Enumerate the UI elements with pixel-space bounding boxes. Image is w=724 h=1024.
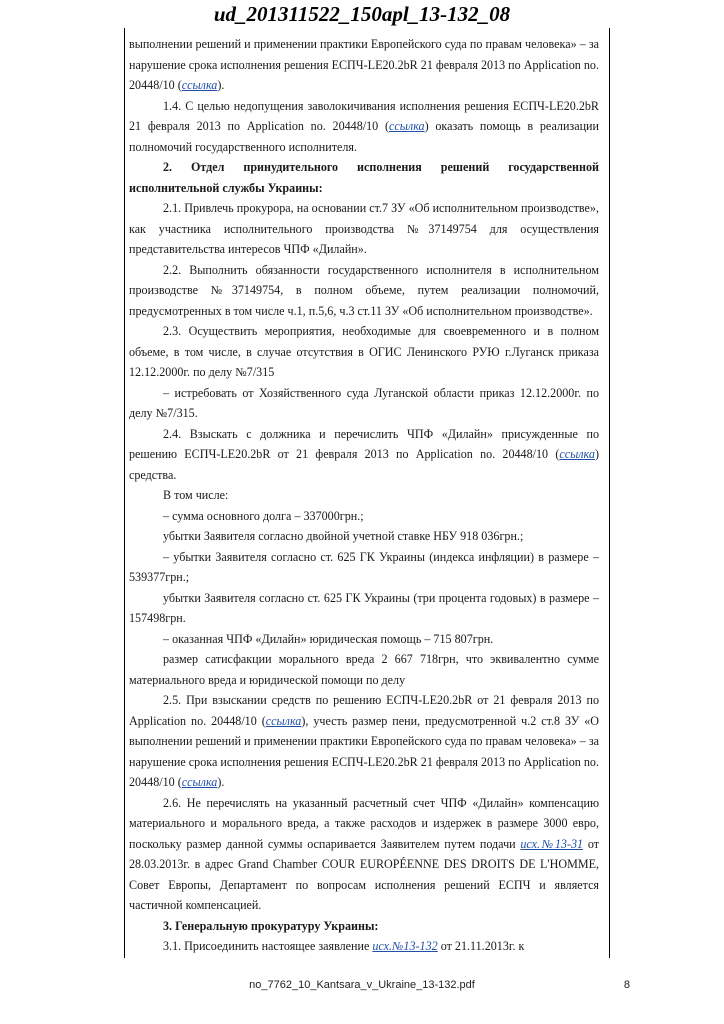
paragraph — [129, 547, 599, 588]
paragraph — [129, 424, 599, 486]
paragraph-text: 2. Отдел принудительного исполнения решений государственной исполнительной службы Украины: — [129, 160, 599, 195]
reference-link[interactable]: ссылка — [389, 119, 425, 133]
paragraph — [129, 506, 599, 527]
paragraph-text: ) средства. — [129, 447, 599, 482]
paragraph-text: 2.5. При взыскании средств по решению ЕСПЧ-LE20.2bR от 21 февраля 2013 по Application no. 20448/10 ( — [129, 693, 599, 728]
paragraph-text: 2.3. Осуществить мероприятия, необходимые для своевременного и в полном объеме, в том числе, в случае отсутствия в ОГИС Ленинского РУЮ г.Луганск приказа 12.12.2000г. по делу №7/315 — [129, 324, 599, 379]
reference-link[interactable]: ссылка — [181, 78, 218, 92]
paragraph — [129, 588, 599, 629]
paragraph — [129, 649, 599, 690]
paragraph — [129, 936, 599, 957]
paragraph — [129, 157, 599, 198]
paragraph — [129, 793, 599, 916]
paragraph-text: ). — [217, 775, 225, 789]
paragraph-text: от 28.03.2013г. в адрес Grand Chamber COUR EUROPÉENNE DES DROITS DE L'HOMME, Совет Европы, Департамент по вопросам исполнения решений ЕСПЧ и является частичной компенсацией. — [129, 836, 599, 912]
paragraph-text: 1.4. С целью недопущения заволокичивания исполнения решения ЕСПЧ-LE20.2bR 21 февраля 2013 по Application no. 20448/10 ( — [129, 98, 599, 133]
reference-link[interactable]: исх.№13-132 — [372, 939, 438, 953]
paragraph — [129, 916, 599, 937]
paragraph-text: 2.2. Выполнить обязанности государственного исполнителя в исполнительном производстве №37149754, в полном объеме, путем реализации полномочий, предусмотренных в том числе ч.1, п.5,6, ч.3 ст.11 ЗУ «Об исполнительном производстве». — [129, 262, 599, 318]
paragraph-text: – убытки Заявителя согласно ст. 625 ГК Украины (индекса инфляции) в размере – 539377грн.; — [129, 549, 599, 584]
reference-link[interactable]: ссылка — [559, 447, 595, 461]
reference-link[interactable]: ссылка — [265, 713, 302, 728]
paragraph-text: – оказанная ЧПФ «Дилайн» юридическая помощь – 715 807грн. — [163, 631, 494, 646]
paragraph-text: выполнении решений и применении практики Европейского суда по правам человека» – за нарушение срока исполнения решения ЕСПЧ-LE20.2bR 21 февраля 2013 по Application no. 20448/10 ( — [129, 37, 599, 92]
reference-link[interactable]: ссылка — [181, 775, 218, 789]
paragraph-text: 3.1. Присоединить настоящее заявление — [163, 939, 373, 953]
paragraph — [129, 485, 599, 506]
paragraph-text: убытки Заявителя согласно двойной учетной ставке НБУ 918 036грн.; — [163, 529, 524, 543]
reference-link[interactable]: исх.№13-31 — [520, 836, 584, 851]
paragraph-text: В том числе: — [163, 488, 229, 502]
paragraph-text: от 21.11.2013г. к — [437, 939, 525, 953]
document-body — [129, 34, 599, 957]
document-header: ud_201311522_150apl_13-132_08 — [213, 2, 511, 26]
paragraph — [129, 96, 599, 158]
footer-filename: no_7762_10_Kantsara_v_Ukraine_13-132.pdf — [249, 979, 475, 991]
paragraph-text: 2.6. Не перечислять на указанный расчетный счет ЧПФ «Дилайн» компенсацию материального и морального вреда, а также расходов и издержек в размере 3000 евро, поскольку размер данной суммы оспаривается Заявителем путем подачи — [129, 795, 599, 851]
paragraph — [129, 383, 599, 424]
paragraph — [129, 526, 599, 547]
paragraph-text: ), учесть размер пени, предусмотренной ч.2 ст.8 ЗУ «О выполнении решений и применении практики Европейского суда по правам человека» – за нарушение срока исполнения решения ЕСПЧ-LE20.2bR 21 февраля 2013 по Application no. 20448/10 ( — [129, 713, 599, 789]
paragraph — [129, 321, 599, 383]
paragraph-text: 3. Генеральную прокуратуру Украины: — [163, 918, 379, 933]
paragraph-text: – истребовать от Хозяйственного суда Луганской области приказ 12.12.2000г. по делу №7/315. — [129, 385, 599, 420]
paragraph-text: 2.4. Взыскать с должника и перечислить ЧПФ «Дилайн» присужденные по решению ЕСПЧ-LE20.2bR от 21 февраля 2013 по Application no. 20448/10 ( — [129, 426, 599, 461]
paragraph-text: ). — [217, 78, 225, 92]
paragraph-text: ) оказать помощь в реализации полномочий государственного исполнителя. — [129, 119, 599, 154]
paragraph — [129, 198, 599, 260]
page-footer — [0, 979, 724, 995]
page-number: 8 — [623, 979, 630, 991]
paragraph — [129, 629, 599, 650]
paragraph-text: размер сатисфакции морального вреда 2 667 718грн, что эквивалентно сумме материального вреда и юридической помощи по делу — [129, 652, 599, 687]
paragraph-text: 2.1. Привлечь прокурора, на основании ст.7 ЗУ «Об исполнительном производстве», как участника исполнительного производства №37149754 для осуществления представительства интересов ЧПФ «Дилайн». — [129, 201, 599, 256]
paragraph-text: убытки Заявителя согласно ст. 625 ГК Украины (три процента годовых) в размере – 157498грн. — [129, 590, 599, 625]
paragraph — [129, 260, 599, 322]
paragraph — [129, 34, 599, 96]
paragraph — [129, 690, 599, 793]
paragraph-text: – сумма основного долга – 337000грн.; — [163, 508, 364, 523]
